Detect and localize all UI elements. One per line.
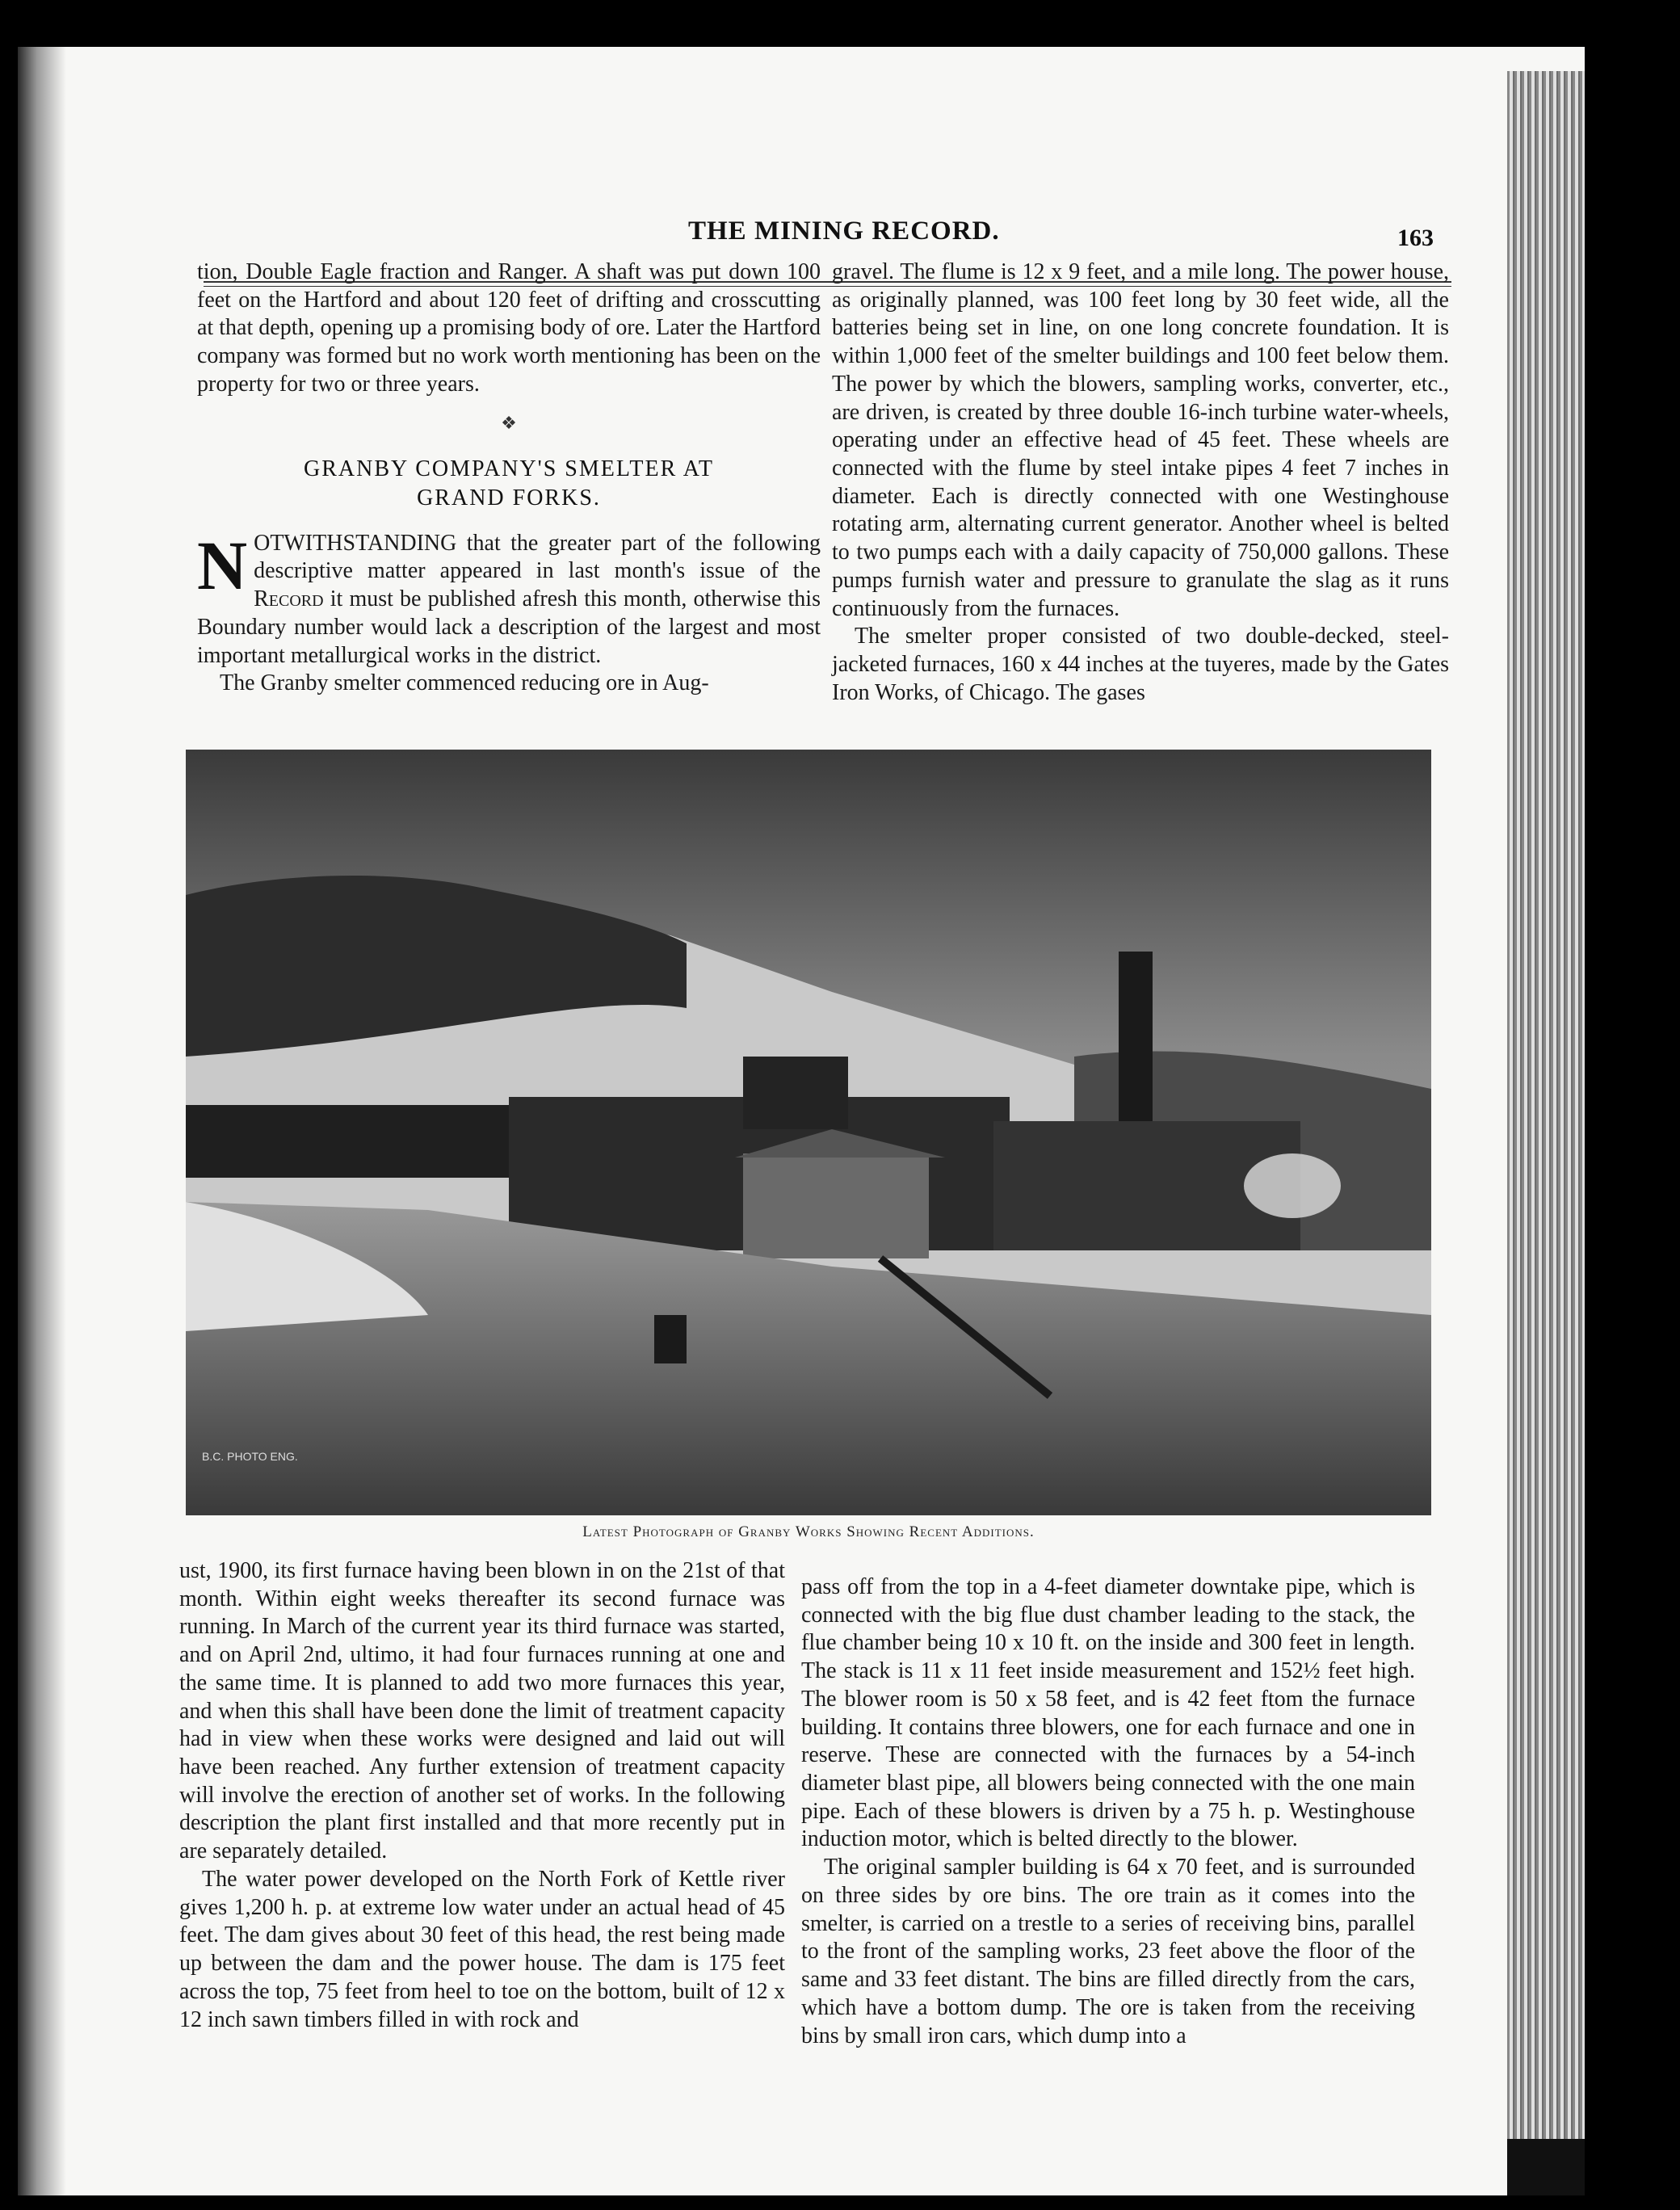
fleuron-ornament: ❖ — [501, 412, 517, 433]
upper-building — [743, 1057, 848, 1129]
right-column-bottom — [801, 1573, 1415, 2050]
journal-title: THE MINING RECORD. — [688, 216, 1000, 246]
paragraph: ust, 1900, its first furnace having been blown in on the 21st of that month. Within eight weeks thereafter its second furnace was running. In March of the current year its third furnace was started, and on April 2nd, ultimo, it had four furnaces running at one and the same time. It is planned to add two more furnaces this year, and when this shall have been done the limit of treatment capacity had in view when these works were designed and laid out will have been reached. Any further extension of treatment capacity will involve the erection of another set of works. In the following description the plant first installed and that more recently put in are separately detailed. — [179, 1558, 785, 1864]
paragraph: The Granby smelter commenced reducing ore in Aug- — [220, 670, 709, 696]
sampler-building — [743, 1153, 929, 1258]
page-number: 163 — [1397, 225, 1434, 251]
right-column-top — [832, 258, 1449, 708]
headline-line-1: GRANBY COMPANY'S SMELTER AT — [304, 456, 714, 481]
smoke-plume — [1244, 1153, 1341, 1218]
paragraph: pass off from the top in a 4-feet diameter downtake pipe, which is connected with the big flue dust chamber leading to the stack, the flue chamber being 10 x 10 ft. on the inside and 300 feet in length. The stack is 11 x 11 feet inside measurement and 152½ feet high. The blower room is 50 x 58 feet, and is 42 feet ftom the furnace building. It contains three blowers, one for each furnace and one in reserve. These are connected with the furnaces by a 54-inch diameter blast pipe, all blowers being connected with the one main pipe. Each of these blowers is driven by a 75 h. p. Westinghouse induction motor, which is belted directly to the blower. — [801, 1574, 1415, 1852]
running-header — [204, 168, 1464, 251]
lead-word: OTWITHSTANDING — [254, 530, 457, 556]
figures — [654, 1315, 687, 1363]
book-page — [18, 47, 1585, 2195]
headline-line-2: GRAND FORKS. — [417, 485, 601, 511]
paragraph-text: that the greater part of the following descriptive matter appeared in last month's issue of the — [254, 530, 821, 584]
article-headline — [197, 455, 821, 514]
page-edges — [1507, 71, 1585, 2139]
paragraph: gravel. The flume is 12 x 9 feet, and a mile long. The power house, as originally planned, was 100 feet long by 30 feet wide, all the batteries being set in line, on one long concrete foundation. It is within 1,000 feet of the smelter buildings and 100 feet below them. The power by which the blowers, sampling works, converter, etc., are driven, is created by three double 16-inch turbine water-wheels, operating under an effective head of 45 feet. These wheels are connected with the flume by steel intake pipes 4 feet 7 inches in diameter. Each is directly connected with one Westinghouse rotating arm, alternating current generator. Another wheel is belted to two pumps each with a daily capacity of 750,000 gallons. These pumps furnish water and pressure to granulate the slag as it runs continuously from the furnaces. — [832, 259, 1449, 621]
paragraph: The original sampler building is 64 x 70 feet, and is surrounded on three sides by ore bins. The ore train as it comes into the smelter, is carried on a trestle to a series of receiving bins, parallel to the front of the sampling works, 23 feet above the floor of the same and 33 feet distant. The bins are filled directly from the cars, which have a bottom dump. The ore is taken from the receiving bins by small iron cars, which dump into a — [801, 1855, 1415, 2048]
drop-cap: N — [197, 526, 248, 604]
photo-caption: Latest Photograph of Granby Works Showing Recent Additions. — [582, 1523, 1035, 1540]
page-edges-bottom — [1507, 2139, 1585, 2195]
photo-engraver-credit: B.C. PHOTO ENG. — [202, 1450, 298, 1463]
paragraph: The smelter proper consisted of two double-decked, steel-jacketed furnaces, 160 x 44 inches at the tuyeres, made by the Gates Iron Works, of Chicago. The gases — [832, 624, 1449, 705]
left-column-top — [197, 258, 821, 698]
paragraph: tion, Double Eagle fraction and Ranger. A shaft was put down 100 feet on the Hartford and about 120 feet of drifting and crosscutting at that depth, opening up a promising body of ore. Later the Hartford company was formed but no work worth mentioning has been on the property for two or three years. — [197, 259, 821, 397]
smelter-photograph — [186, 750, 1431, 1515]
record-word: Record — [254, 586, 324, 612]
smokestack — [1119, 952, 1153, 1145]
paragraph-text: it must be published afresh this month, otherwise this Boundary number would lack a description of the largest and most important metallurgical works in the district. — [197, 586, 821, 668]
paragraph: The water power developed on the North Fork of Kettle river gives 1,200 h. p. at extreme low water under an actual head of 45 feet. The dam gives about 30 feet of this head, the rest being made up between the dam and the power house. The dam is 175 feet across the top, 75 feet from heel to toe on the bottom, built of 12 x 12 inch sawn timbers filled in with rock and — [179, 1866, 785, 2032]
left-column-bottom — [179, 1557, 785, 2034]
page-gutter-shadow — [18, 47, 66, 2195]
paragraph — [197, 526, 821, 670]
